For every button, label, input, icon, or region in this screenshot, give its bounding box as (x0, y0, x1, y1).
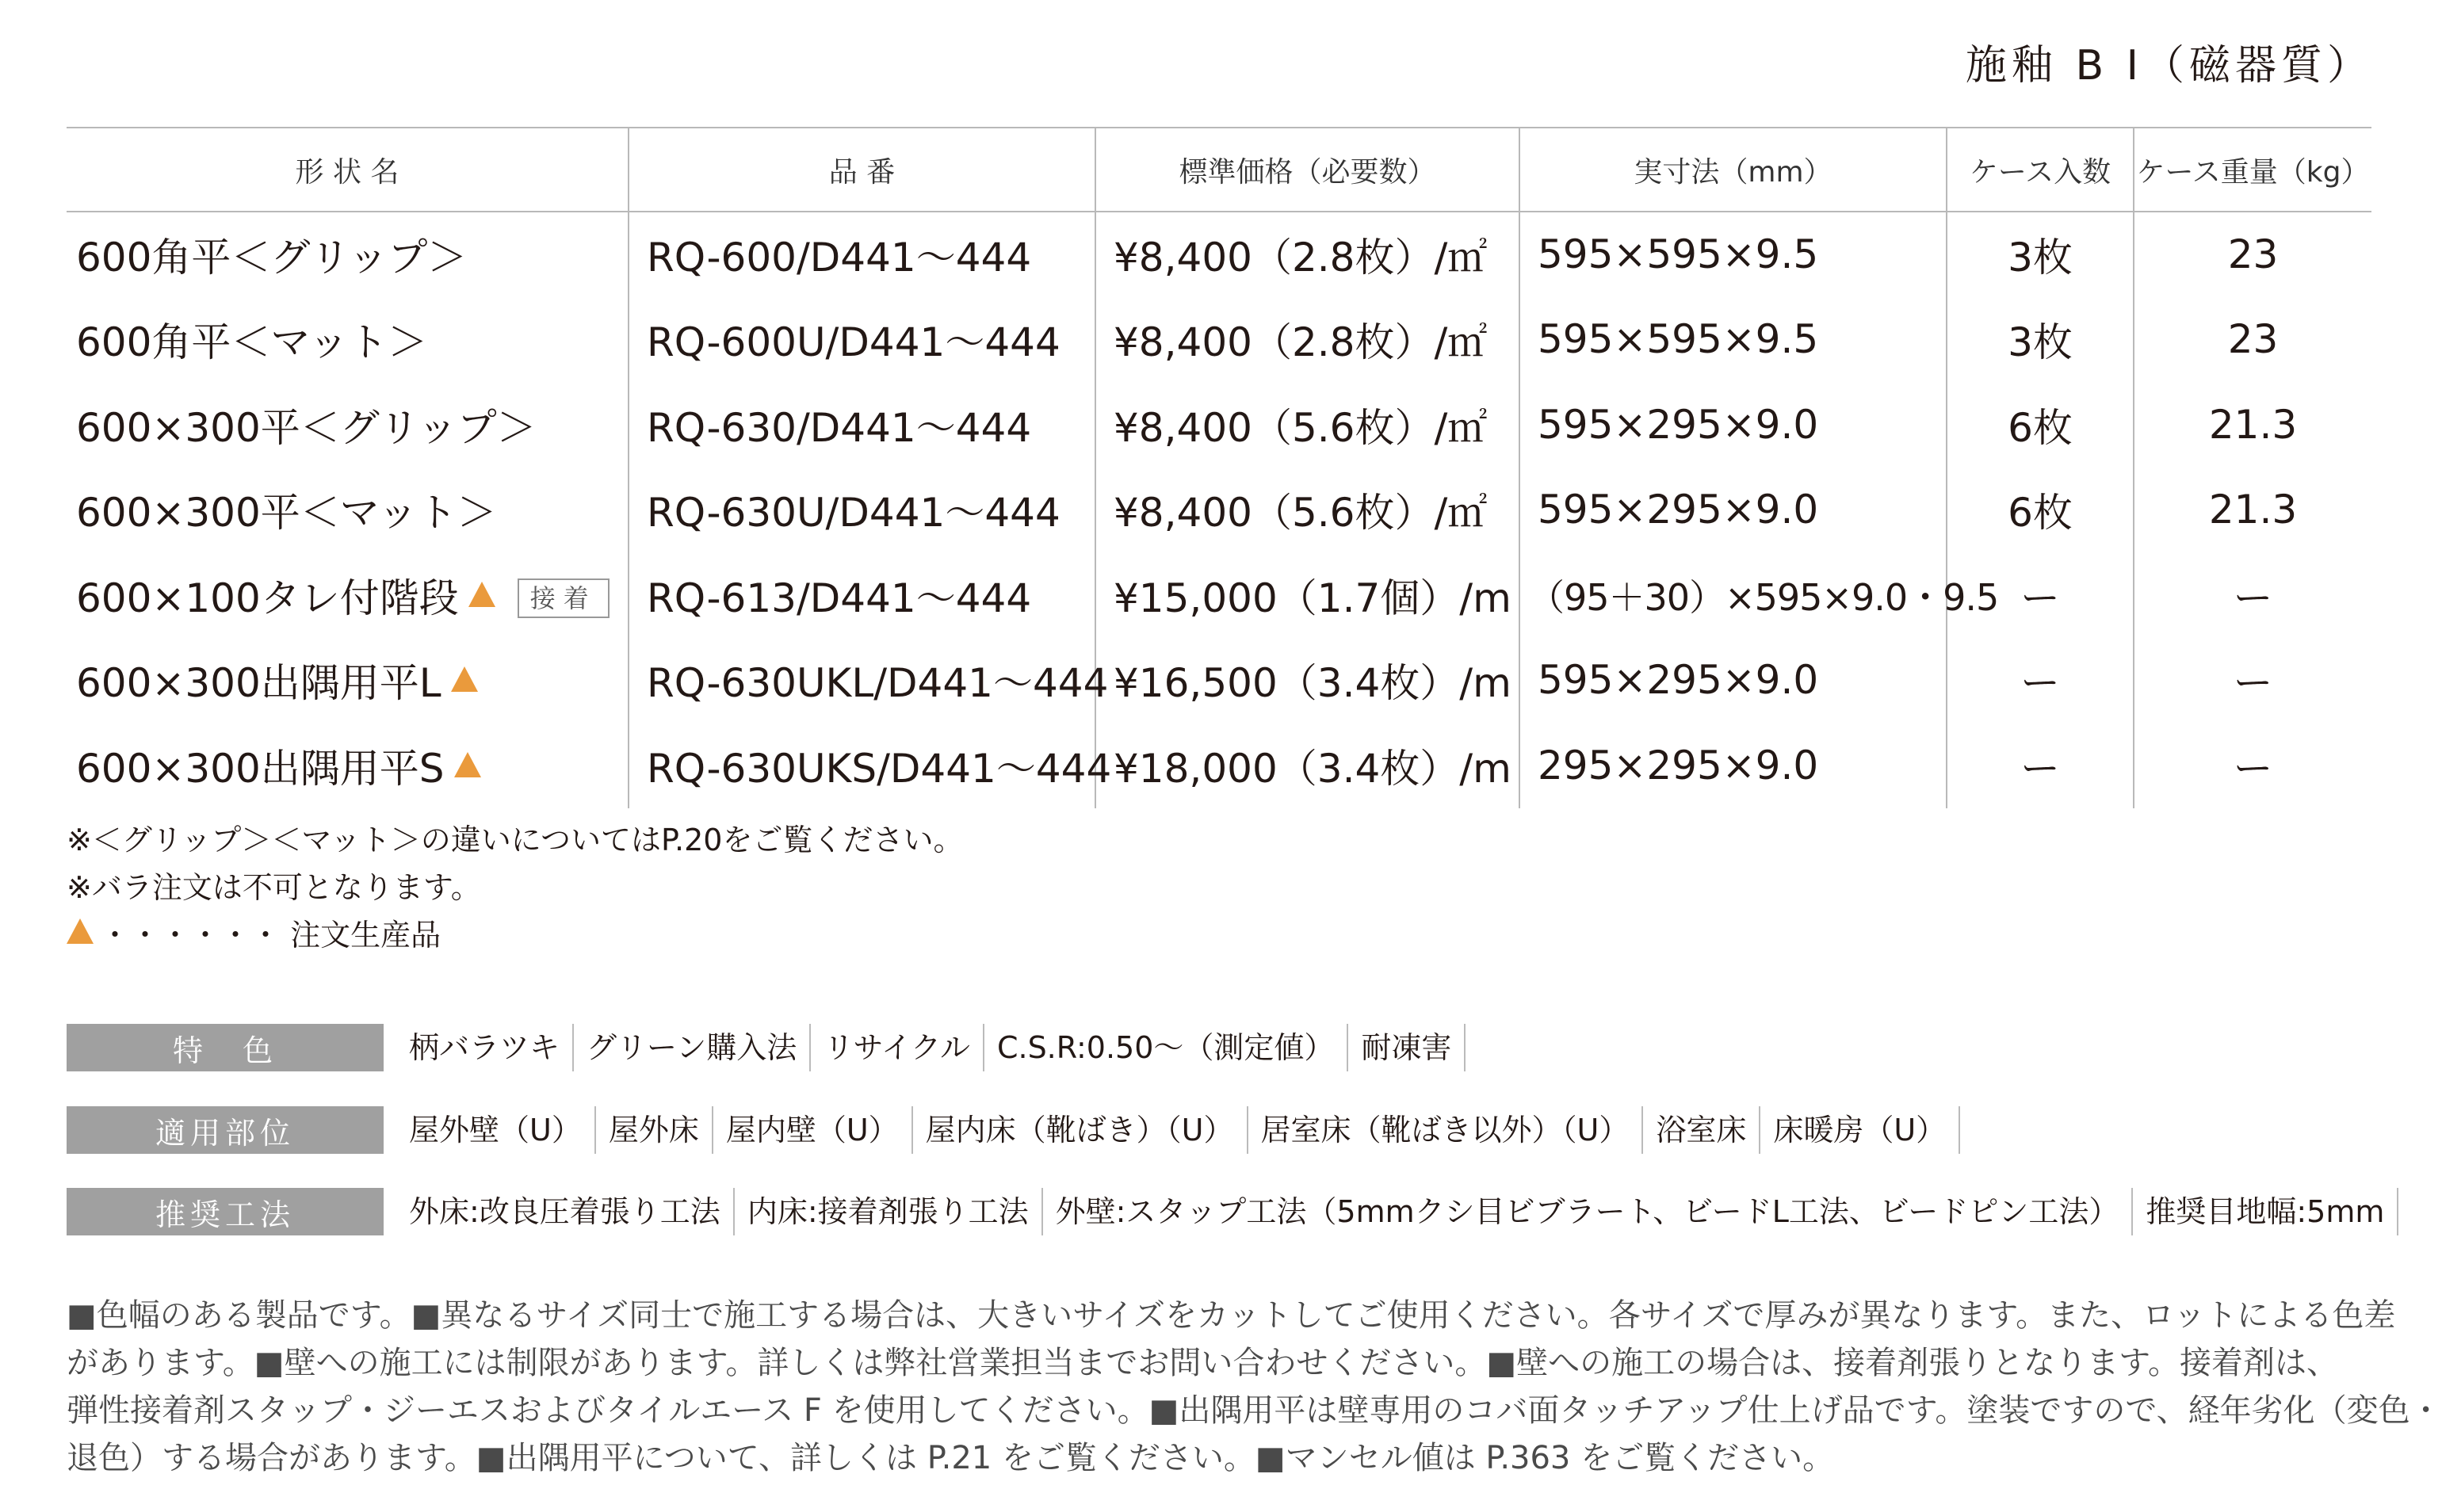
methods-row (67, 1188, 2398, 1235)
method-item: 内床:接着剤張り工法 (735, 1188, 1043, 1235)
footnote-line: ■色幅のある製品です。■異なるサイズ同士で施工する場合は、大きいサイズをカットしてご使用ください。各サイズで厚みが異なります。また、ロットによる色差 (67, 1297, 2396, 1334)
header-shape-name: 形 状 名 (67, 128, 629, 212)
cell-price: ¥8,400（2.8枚）/㎡ (1095, 297, 1519, 383)
shape-name-text: 600×300出隅用平L (76, 660, 441, 707)
cell-price: ¥15,000（1.7個）/m (1095, 552, 1519, 638)
cell-case-quantity: ー (1947, 723, 2134, 808)
methods-list (396, 1188, 2398, 1235)
cell-case-quantity: 6枚 (1947, 382, 2134, 468)
cell-shape-name: 600角平＜マット＞ (76, 319, 428, 366)
application-item: 屋外床 (596, 1106, 713, 1154)
made-to-order-triangle-icon (468, 582, 495, 607)
cell-size: （95＋30）×595×9.0・9.5 (1519, 552, 1947, 638)
header-product-code: 品 番 (629, 128, 1095, 212)
page-title: 施釉 B I（磁器質） (1965, 42, 2373, 90)
method-item: 外床:改良圧着張り工法 (396, 1188, 735, 1235)
features-row (67, 1024, 1466, 1071)
product-footnote (67, 1292, 2442, 1482)
table-header-row (67, 128, 2371, 212)
table-row (67, 212, 2371, 297)
cell-product-code: RQ-600U/D441～444 (629, 297, 1095, 383)
method-item: 外壁:スタップ工法（5mmクシ目ビブラート、ビードL工法、ビードピン工法） (1043, 1188, 2134, 1235)
cell-size: 595×595×9.5 (1519, 297, 1947, 383)
applications-list (396, 1106, 1960, 1154)
cell-price: ¥8,400（5.6枚）/㎡ (1095, 468, 1519, 553)
cell-price: ¥16,500（3.4枚）/m (1095, 638, 1519, 724)
made-to-order-triangle-icon (451, 666, 478, 692)
applications-row (67, 1106, 1960, 1154)
feature-item: 耐凍害 (1348, 1024, 1466, 1071)
cell-case-weight: ー (2134, 552, 2371, 638)
cell-case-quantity: ー (1947, 552, 2134, 638)
cell-size: 595×595×9.5 (1519, 212, 1947, 297)
cell-shape-name (67, 638, 629, 724)
features-label: 特 色 (67, 1024, 384, 1071)
cell-case-weight: 23 (2134, 212, 2371, 297)
note-grip-matte: ※＜グリップ＞＜マット＞の違いについてはP.20をご覧ください。 (67, 823, 964, 857)
application-item: 屋内壁（U） (713, 1106, 913, 1154)
product-spec-table (67, 127, 2371, 808)
shape-name-text: 600×100タレ付階段 (76, 575, 459, 621)
note-no-loose-order: ※バラ注文は不可となります。 (67, 870, 481, 905)
cell-product-code: RQ-600/D441～444 (629, 212, 1095, 297)
legend-triangle-icon (67, 918, 94, 944)
cell-shape-name: 600×300平＜マット＞ (76, 490, 497, 536)
table-row (67, 382, 2371, 468)
cell-size: 595×295×9.0 (1519, 382, 1947, 468)
cell-size: 595×295×9.0 (1519, 468, 1947, 553)
cell-product-code: RQ-613/D441～444 (629, 552, 1095, 638)
table-row (67, 552, 2371, 638)
cell-product-code: RQ-630/D441～444 (629, 382, 1095, 468)
shape-name-text: 600×300出隅用平S (76, 745, 445, 792)
header-case-weight: ケース重量（kg） (2134, 128, 2371, 212)
cell-case-weight: ー (2134, 638, 2371, 724)
cell-case-weight: 21.3 (2134, 382, 2371, 468)
header-actual-size: 実寸法（mm） (1519, 128, 1947, 212)
table-row (67, 468, 2371, 553)
cell-case-weight: 23 (2134, 297, 2371, 383)
cell-case-quantity: 6枚 (1947, 468, 2134, 553)
cell-shape-name (67, 552, 629, 638)
application-item: 浴室床 (1643, 1106, 1760, 1154)
footnote-line: があります。■壁への施工には制限があります。詳しくは弊社営業担当までお問い合わせください。■壁への施工の場合は、接着剤張りとなります。接着剤は、 (67, 1345, 2338, 1381)
application-item: 屋外壁（U） (396, 1106, 596, 1154)
cell-case-quantity: 3枚 (1947, 212, 2134, 297)
made-to-order-triangle-icon (454, 752, 481, 777)
feature-item: グリーン購入法 (574, 1024, 811, 1071)
feature-item: C.S.R:0.50～（測定値） (984, 1024, 1348, 1071)
application-item: 床暖房（U） (1760, 1106, 1960, 1154)
cell-case-weight: 21.3 (2134, 468, 2371, 553)
cell-case-quantity: 3枚 (1947, 297, 2134, 383)
methods-label: 推奨工法 (67, 1188, 384, 1235)
cell-price: ¥18,000（3.4枚）/m (1095, 723, 1519, 808)
cell-shape-name (67, 723, 629, 808)
cell-product-code: RQ-630UKS/D441～444 (629, 723, 1095, 808)
cell-size: 295×295×9.0 (1519, 723, 1947, 808)
cell-price: ¥8,400（5.6枚）/㎡ (1095, 382, 1519, 468)
cell-case-quantity: ー (1947, 638, 2134, 724)
legend-text: ・・・・・・ 注文生産品 (100, 918, 441, 953)
table-row (67, 297, 2371, 383)
table-row (67, 638, 2371, 724)
footnote-line: 弾性接着剤スタップ・ジーエスおよびタイルエース F を使用してください。■出隅用平は壁専用のコバ面タッチアップ仕上げ品です。塗装ですので、経年劣化（変色・ (67, 1392, 2442, 1429)
header-case-quantity: ケース入数 (1947, 128, 2134, 212)
cell-shape-name: 600×300平＜グリップ＞ (76, 404, 537, 451)
cell-price: ¥8,400（2.8枚）/㎡ (1095, 212, 1519, 297)
table-notes (67, 816, 963, 959)
legend-made-to-order (67, 911, 963, 959)
table-row (67, 723, 2371, 808)
header-standard-price: 標準価格（必要数） (1095, 128, 1519, 212)
cell-product-code: RQ-630U/D441～444 (629, 468, 1095, 553)
adhesive-badge: 接着 (518, 578, 610, 618)
features-list (396, 1024, 1466, 1071)
method-item: 推奨目地幅:5mm (2133, 1188, 2398, 1235)
application-item: 居室床（靴ばき以外）（U） (1248, 1106, 1644, 1154)
feature-item: リサイクル (811, 1024, 984, 1071)
cell-case-weight: ー (2134, 723, 2371, 808)
application-item: 屋内床（靴ばき）（U） (913, 1106, 1248, 1154)
cell-size: 595×295×9.0 (1519, 638, 1947, 724)
feature-item: 柄バラツキ (396, 1024, 574, 1071)
footnote-line: 退色）する場合があります。■出隅用平について、詳しくは P.21 をご覧ください。■マンセル値は P.363 をご覧ください。 (67, 1440, 1835, 1476)
cell-product-code: RQ-630UKL/D441～444 (629, 638, 1095, 724)
applications-label: 適用部位 (67, 1106, 384, 1154)
cell-shape-name: 600角平＜グリップ＞ (76, 235, 468, 281)
